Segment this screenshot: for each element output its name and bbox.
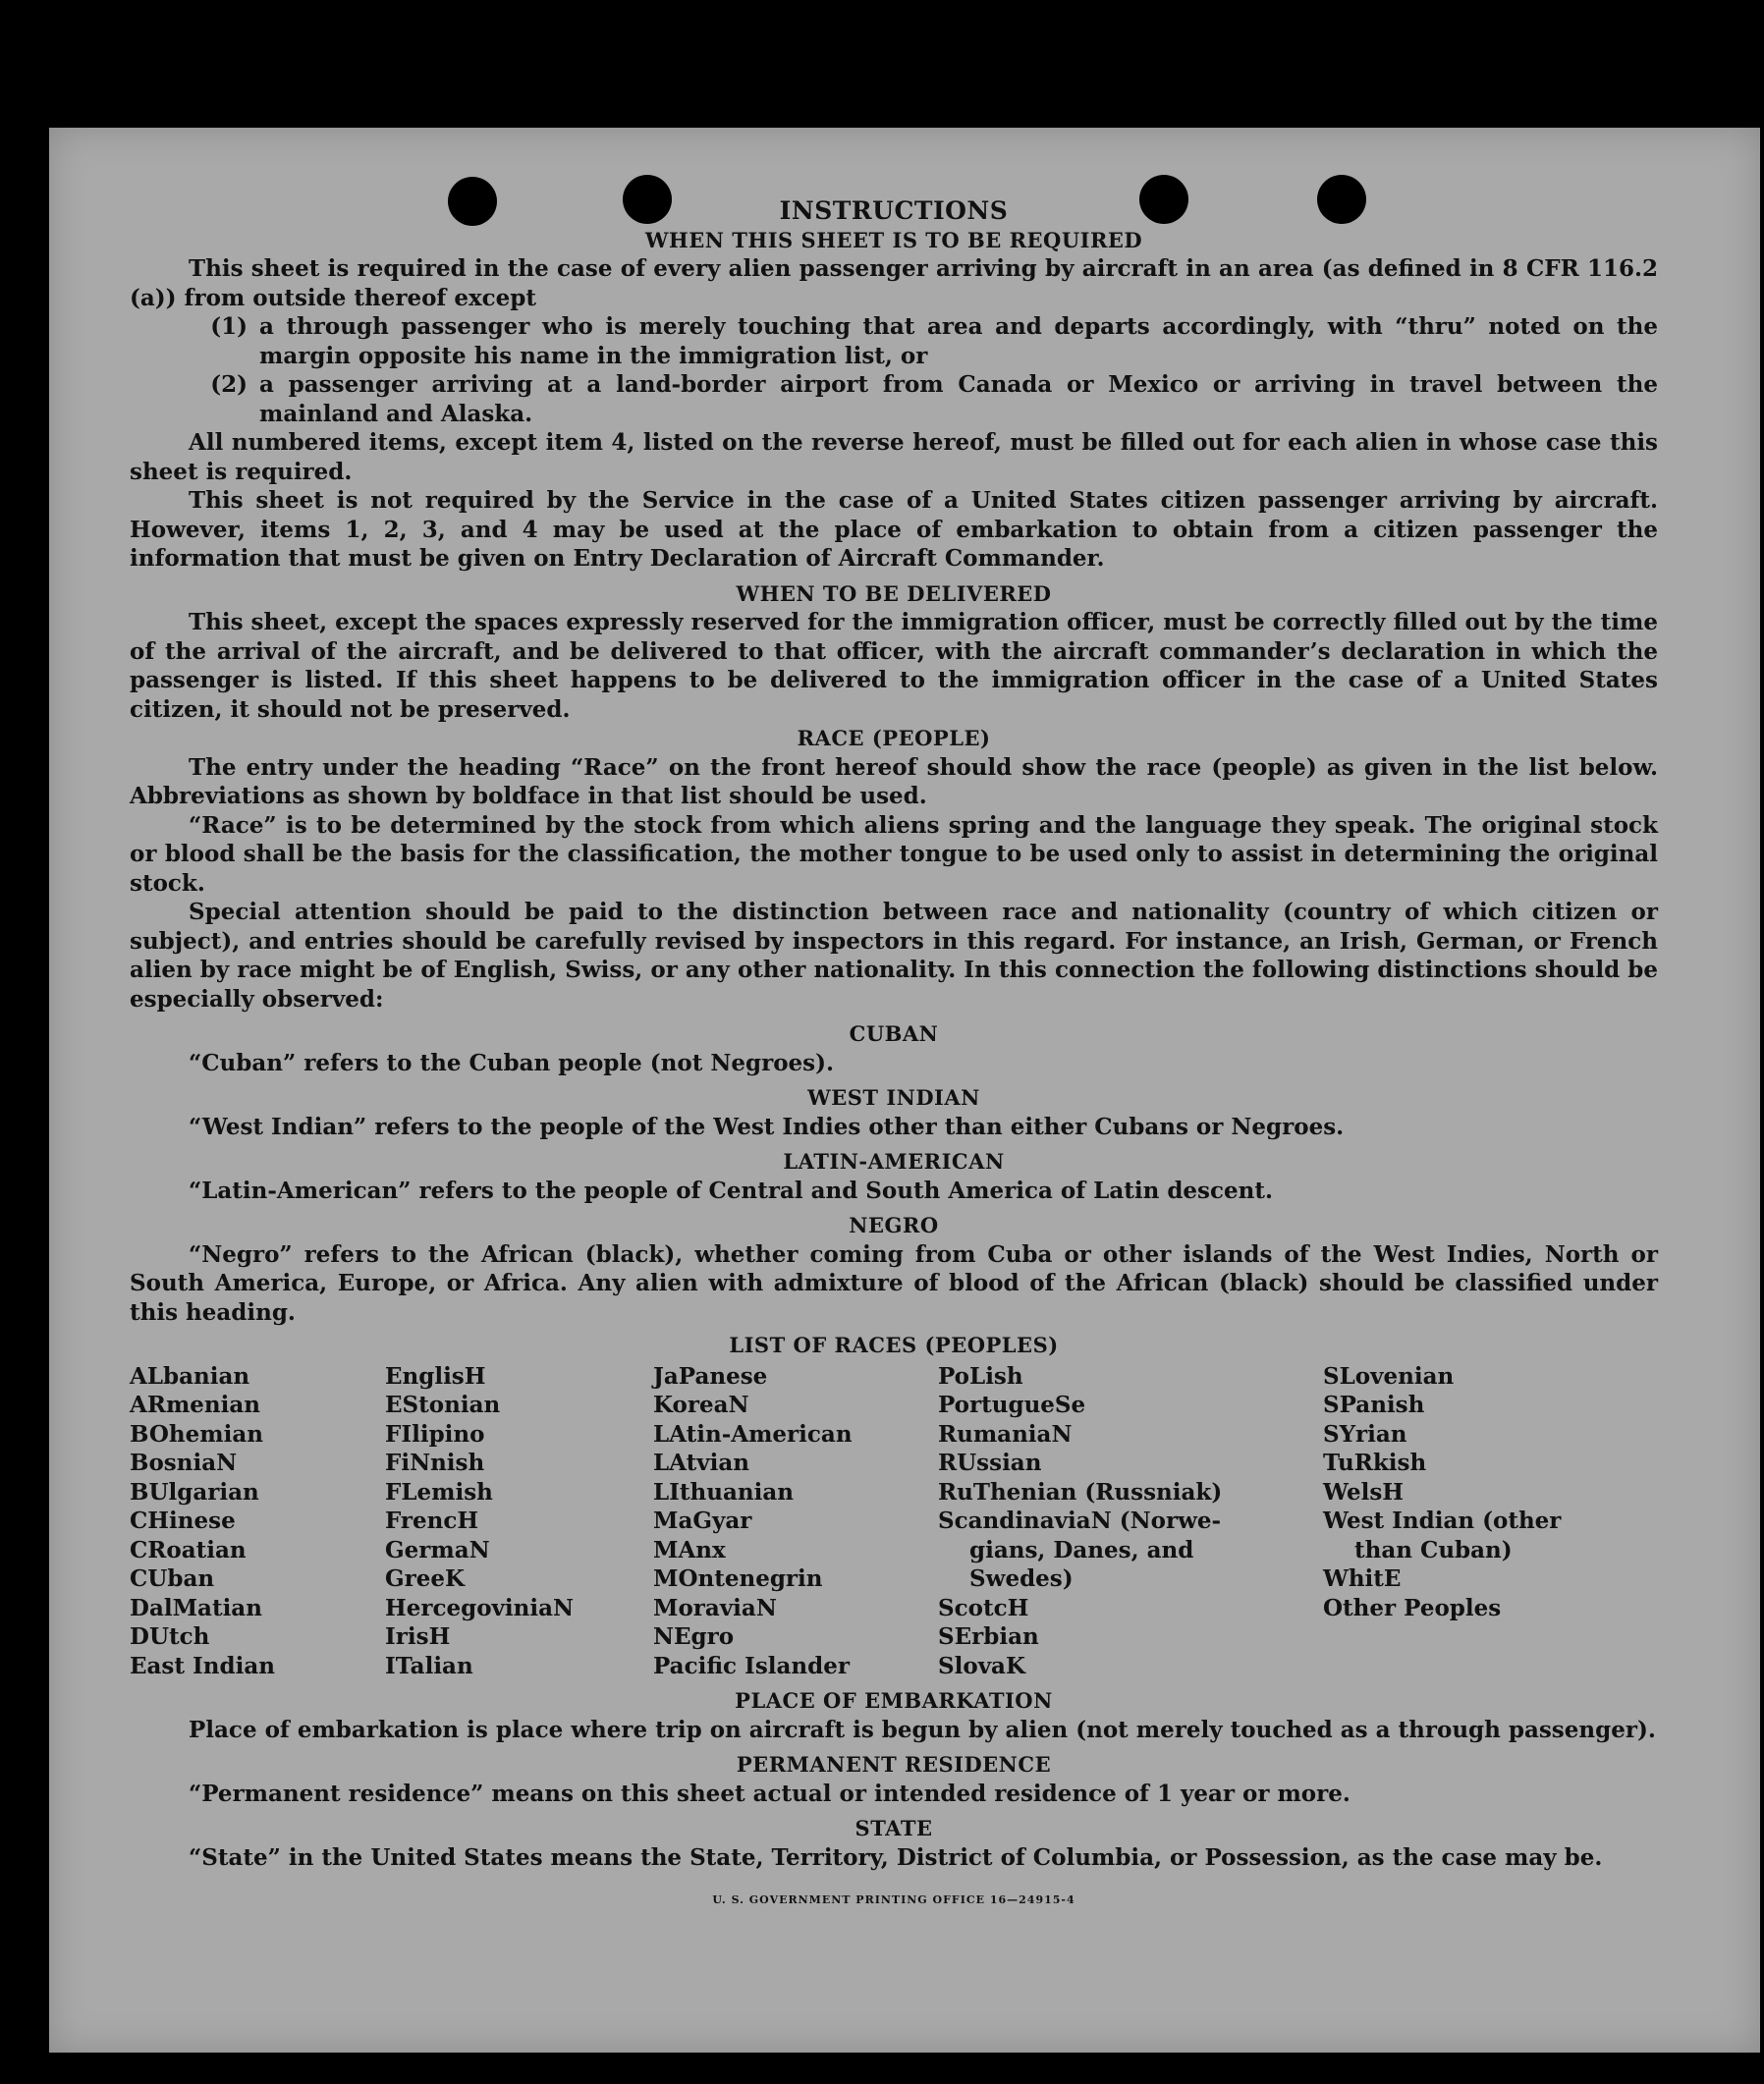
- race-entry: FrencH: [385, 1508, 479, 1534]
- race-entry: MAnx: [653, 1536, 726, 1563]
- race-entry: MoraviaN: [653, 1594, 777, 1621]
- paragraph: “Negro” refers to the African (black), whether coming from Cuba or other islands of the West Indies, North or South America, Europe, or Africa. Any alien with admixture of blood of the African (black) should be classified under this heading.: [130, 1240, 1658, 1326]
- instructions-title: INSTRUCTIONS: [779, 196, 1009, 225]
- exception-item-2: (2) a passenger arriving at a land-border airport from Canada or Mexico or arriving in travel between the mainland and Alaska.: [210, 371, 1658, 427]
- race-entry: CRoatian: [130, 1536, 247, 1563]
- heading-negro: NEGRO: [849, 1213, 939, 1237]
- document-sheet: [49, 128, 1760, 2053]
- race-entry: LIthuanian: [653, 1478, 794, 1506]
- paragraph: “Permanent residence” means on this sheet actual or intended residence of 1 year or more.: [189, 1780, 1351, 1807]
- paragraph: “Cuban” refers to the Cuban people (not Negroes).: [189, 1049, 835, 1076]
- heading-list-of-races: LIST OF RACES (PEOPLES): [729, 1333, 1059, 1357]
- race-entry: ARmenian: [130, 1392, 261, 1418]
- race-entry: WhitE: [1323, 1565, 1402, 1592]
- race-entry: WelsH: [1323, 1478, 1405, 1506]
- race-entry: RuThenian (Russniak): [938, 1478, 1223, 1506]
- paragraph: “Race” is to be determined by the stock from which aliens spring and the language they speak. The original stock or blood shall be the basis for the classification, the mother tongue to be used only to assist in determining the original stock.: [130, 811, 1658, 897]
- race-entry: SPanish: [1323, 1392, 1425, 1418]
- race-entry: GreeK: [385, 1565, 466, 1592]
- race-entry: IrisH: [385, 1623, 451, 1650]
- race-entry: KoreaN: [653, 1392, 749, 1418]
- exception-item-1: (1) a through passenger who is merely touching that area and departs accordingly, with “thru” noted on the margin opposite his name in the immigration list, or: [210, 313, 1658, 369]
- race-entry: Swedes): [938, 1565, 1074, 1592]
- race-entry: EStonian: [385, 1392, 501, 1418]
- race-entry: MaGyar: [653, 1508, 752, 1534]
- paragraph: This sheet is not required by the Service in the case of a United States citizen passenger arriving by aircraft. However, items 1, 2, 3, and 4 may be used at the place of embarkation to obtain from a citizen passenger the information that must be given on Entry Declaration of Aircraft Commander.: [130, 487, 1658, 572]
- race-entry: RumaniaN: [938, 1420, 1073, 1448]
- heading-embarkation: PLACE OF EMBARKATION: [735, 1688, 1053, 1713]
- race-entry: East Indian: [130, 1652, 275, 1679]
- paragraph: “West Indian” refers to the people of the West Indies other than either Cubans or Negroes.: [189, 1113, 1345, 1140]
- paragraph: This sheet is required in the case of every alien passenger arriving by aircraft in an area (as defined in 8 CFR 116.2 (a)) from outside thereof except: [130, 255, 1658, 311]
- race-entry: SErbian: [938, 1623, 1039, 1650]
- race-entry: PoLish: [938, 1362, 1023, 1390]
- races-column-2: [385, 1362, 653, 1681]
- race-entry: ITalian: [385, 1652, 473, 1679]
- race-entry: PortugueSe: [938, 1392, 1086, 1418]
- race-entry: ALbanian: [130, 1362, 250, 1390]
- race-entry: NEgro: [653, 1623, 735, 1650]
- heading-latin-american: LATIN-AMERICAN: [783, 1149, 1005, 1174]
- heading-cuban: CUBAN: [849, 1021, 939, 1046]
- race-entry: TuRkish: [1323, 1450, 1427, 1476]
- heading-race: RACE (PEOPLE): [797, 726, 991, 750]
- race-entry: LAtvian: [653, 1450, 749, 1476]
- paragraph: Place of embarkation is place where trip on aircraft is begun by alien (not merely touched as a through passenger).: [189, 1716, 1656, 1743]
- race-entry: RUssian: [938, 1450, 1042, 1476]
- race-entry: CUban: [130, 1565, 215, 1592]
- race-entry: West Indian (other: [1323, 1508, 1562, 1534]
- race-entry: MOntenegrin: [653, 1565, 823, 1592]
- heading-when-delivered: WHEN TO BE DELIVERED: [736, 580, 1052, 606]
- heading-west-indian: WEST INDIAN: [807, 1085, 980, 1110]
- paragraph: This sheet, except the spaces expressly reserved for the immigration officer, must be correctly filled out by the time of the arrival of the aircraft, and be delivered to that officer, with the aircraft commander’s declaration in which the passenger is listed. If this sheet happens to be delivered to the immigration officer in the case of a United States citizen, it should not be preserved.: [130, 609, 1658, 723]
- race-entry: ScotcH: [938, 1594, 1029, 1621]
- race-entry: SlovaK: [938, 1652, 1025, 1679]
- races-column-5: [1323, 1362, 1618, 1681]
- race-entry: than Cuban): [1323, 1536, 1513, 1563]
- paragraph: All numbered items, except item 4, listed on the reverse hereof, must be filled out for each alien in whose case this sheet is required.: [130, 429, 1658, 485]
- race-entry: BOhemian: [130, 1420, 263, 1448]
- race-entry: LAtin-American: [653, 1420, 853, 1448]
- race-entry: SYrian: [1323, 1420, 1407, 1448]
- race-entry: FiNnish: [385, 1450, 485, 1476]
- race-entry: DUtch: [130, 1623, 210, 1650]
- race-entry: CHinese: [130, 1508, 236, 1534]
- race-entry: EnglisH: [385, 1362, 486, 1390]
- race-entry: SLovenian: [1323, 1362, 1455, 1390]
- races-column-3: [653, 1362, 938, 1681]
- race-entry: DalMatian: [130, 1594, 262, 1621]
- races-list: [130, 1362, 1658, 1681]
- races-column-4: [938, 1362, 1323, 1681]
- paragraph: The entry under the heading “Race” on the front hereof should show the race (people) as given in the list below. Abbreviations as shown by boldface in that list should be used.: [130, 753, 1658, 809]
- heading-state: STATE: [854, 1816, 933, 1840]
- race-entry: FLemish: [385, 1478, 493, 1506]
- race-entry: JaPanese: [653, 1362, 768, 1390]
- race-entry: FIlipino: [385, 1420, 485, 1448]
- race-entry: GermaN: [385, 1536, 490, 1563]
- paragraph: “Latin-American” refers to the people of Central and South America of Latin descent.: [189, 1177, 1273, 1204]
- race-entry: HercegoviniaN: [385, 1594, 575, 1621]
- race-entry: Pacific Islander: [653, 1652, 850, 1679]
- instructions-content: [130, 196, 1658, 1915]
- race-entry: BUlgarian: [130, 1478, 259, 1506]
- printer-imprint: U. S. GOVERNMENT PRINTING OFFICE 16—24915-4: [712, 1893, 1075, 1906]
- race-entry: BosniaN: [130, 1450, 238, 1476]
- paragraph: “State” in the United States means the State, Territory, District of Columbia, or Possession, as the case may be.: [189, 1843, 1603, 1871]
- heading-when-required: WHEN THIS SHEET IS TO BE REQUIRED: [644, 227, 1143, 252]
- race-entry: ScandinaviaN (Norwe-: [938, 1508, 1222, 1534]
- races-column-1: [130, 1362, 385, 1681]
- race-entry: Other Peoples: [1323, 1594, 1502, 1621]
- heading-permanent-residence: PERMANENT RESIDENCE: [736, 1752, 1052, 1777]
- paragraph: Special attention should be paid to the distinction between race and nationality (country of which citizen or subject), and entries should be carefully revised by inspectors in this regard. For instance, an Irish, German, or French alien by race might be of English, Swiss, or any other nationality. In this connection the following distinctions should be especially observed:: [130, 899, 1658, 1013]
- race-entry: gians, Danes, and: [938, 1536, 1194, 1563]
